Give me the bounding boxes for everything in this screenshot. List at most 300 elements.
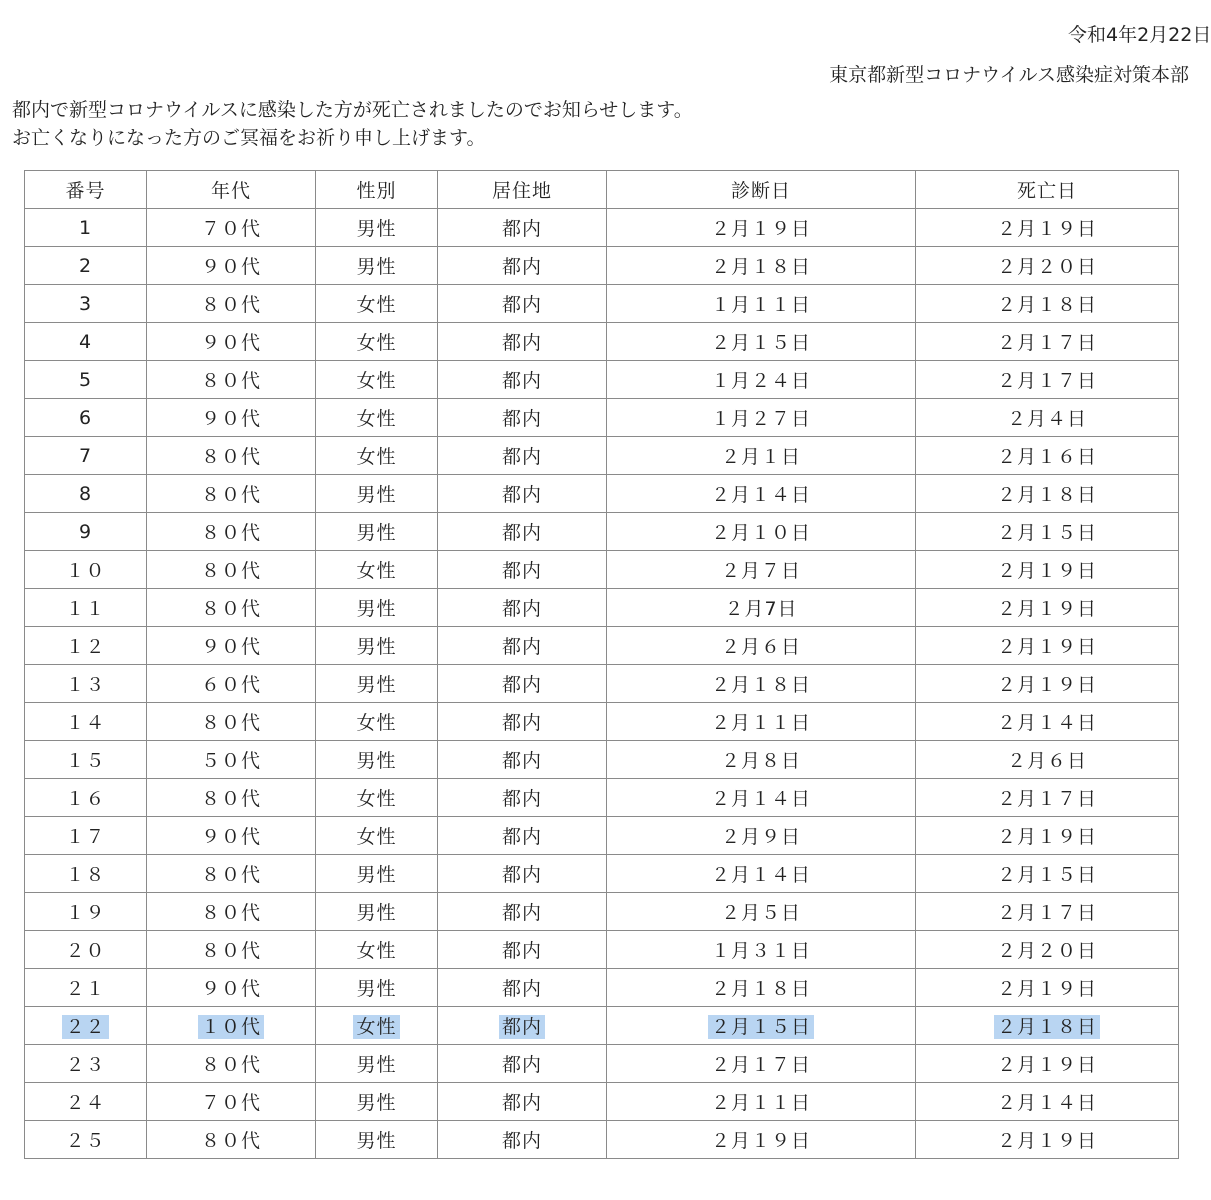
cell-death-date <box>916 893 1179 931</box>
cell-residence <box>438 589 607 627</box>
cell-death-date-text: ２月１７日 <box>996 332 1097 354</box>
cell-diagnosis-date-text: ２月８日 <box>720 750 801 772</box>
cell-age <box>147 893 316 931</box>
cell-death-date-text: ２月１５日 <box>996 522 1097 544</box>
column-header-age: 年代 <box>147 171 316 209</box>
cell-residence <box>438 1045 607 1083</box>
cell-residence <box>438 285 607 323</box>
cell-diagnosis-date <box>607 1121 916 1159</box>
cell-diagnosis-date <box>607 209 916 247</box>
cell-death-date <box>916 855 1179 893</box>
table-row <box>25 817 1179 855</box>
cell-sex-text: 女性 <box>356 712 397 734</box>
cell-death-date-text: ２月６日 <box>1006 750 1087 772</box>
document-date: 令和4年2月22日 <box>1068 24 1211 46</box>
cell-age <box>147 627 316 665</box>
cell-age <box>147 209 316 247</box>
cell-death-date <box>916 247 1179 285</box>
cell-diagnosis-date <box>607 513 916 551</box>
cell-sex <box>316 513 438 551</box>
cell-death-date-text: ２月１８日 <box>994 1015 1100 1039</box>
cell-number-text: ２０ <box>65 940 106 962</box>
cell-age-text: ６０代 <box>200 674 261 696</box>
table-row <box>25 323 1179 361</box>
cell-sex-text: 女性 <box>356 940 397 962</box>
table-row <box>25 247 1179 285</box>
cell-number-text: 4 <box>78 330 93 353</box>
cell-death-date-text: ２月１９日 <box>996 218 1097 240</box>
cell-age <box>147 855 316 893</box>
cell-residence-text: 都内 <box>501 1092 542 1114</box>
cell-death-date <box>916 627 1179 665</box>
cell-diagnosis-date-text: １月２７日 <box>710 408 811 430</box>
cell-number-text: ２４ <box>65 1092 106 1114</box>
cell-number <box>25 665 147 703</box>
cell-death-date <box>916 1083 1179 1121</box>
cell-sex <box>316 399 438 437</box>
cell-age-text: ８０代 <box>200 484 261 506</box>
cell-age <box>147 285 316 323</box>
cell-diagnosis-date-text: ２月１１日 <box>710 712 811 734</box>
cell-number-text: 5 <box>78 368 93 391</box>
cell-diagnosis-date-text: ２月１４日 <box>710 788 811 810</box>
cell-death-date <box>916 1045 1179 1083</box>
cell-age-text: ７０代 <box>200 1092 261 1114</box>
cell-diagnosis-date-text: ２月６日 <box>720 636 801 658</box>
cell-diagnosis-date-text: ２月１０日 <box>710 522 811 544</box>
table-row <box>25 855 1179 893</box>
cell-sex-text: 女性 <box>356 294 397 316</box>
cell-residence <box>438 665 607 703</box>
cell-sex <box>316 1045 438 1083</box>
cell-death-date <box>916 475 1179 513</box>
cell-residence-text: 都内 <box>501 332 542 354</box>
cell-death-date <box>916 551 1179 589</box>
cell-number-text: 6 <box>78 406 93 429</box>
cell-sex-text: 女性 <box>356 826 397 848</box>
column-header-number: 番号 <box>25 171 147 209</box>
cell-number <box>25 323 147 361</box>
cell-residence-text: 都内 <box>501 408 542 430</box>
cell-age-text: ８０代 <box>200 446 261 468</box>
cell-death-date <box>916 703 1179 741</box>
cell-residence <box>438 893 607 931</box>
cell-age-text: ５０代 <box>200 750 261 772</box>
cell-sex <box>316 1007 438 1045</box>
cell-diagnosis-date <box>607 285 916 323</box>
cell-age <box>147 361 316 399</box>
cell-diagnosis-date-text: １月２４日 <box>710 370 811 392</box>
cell-sex-text: 男性 <box>356 674 397 696</box>
cell-diagnosis-date <box>607 969 916 1007</box>
cell-residence-text: 都内 <box>501 636 542 658</box>
cell-age <box>147 589 316 627</box>
cell-diagnosis-date-text: ２月９日 <box>720 826 801 848</box>
cell-diagnosis-date-text: ２月５日 <box>720 902 801 924</box>
cell-residence <box>438 1121 607 1159</box>
cell-age <box>147 551 316 589</box>
table-row <box>25 665 1179 703</box>
table-row <box>25 361 1179 399</box>
cell-death-date-text: ２月１７日 <box>996 788 1097 810</box>
cell-age <box>147 1007 316 1045</box>
cell-number <box>25 475 147 513</box>
cell-residence-text: 都内 <box>501 674 542 696</box>
cell-diagnosis-date <box>607 627 916 665</box>
cell-age-text: ８０代 <box>200 598 261 620</box>
cell-age-text: ８０代 <box>200 1054 261 1076</box>
cell-residence <box>438 399 607 437</box>
cell-number <box>25 1045 147 1083</box>
cell-age-text: ９０代 <box>200 978 261 1000</box>
cell-death-date-text: ２月１９日 <box>996 636 1097 658</box>
cell-age-text: ９０代 <box>200 332 261 354</box>
cell-diagnosis-date-text: ２月７日 <box>720 560 801 582</box>
cell-sex-text: 男性 <box>356 598 397 620</box>
table-row <box>25 551 1179 589</box>
notice-line-2: お亡くなりになった方のご冥福をお祈り申し上げます。 <box>12 127 486 149</box>
notice-line-1: 都内で新型コロナウイルスに感染した方が死亡されましたのでお知らせします。 <box>12 99 693 121</box>
cell-residence-text: 都内 <box>499 1015 545 1039</box>
cell-diagnosis-date <box>607 437 916 475</box>
cell-residence-text: 都内 <box>501 750 542 772</box>
cell-residence <box>438 931 607 969</box>
cell-number-text: １９ <box>65 902 106 924</box>
cell-age <box>147 703 316 741</box>
cell-diagnosis-date <box>607 551 916 589</box>
table-row <box>25 1007 1179 1045</box>
cell-diagnosis-date <box>607 1083 916 1121</box>
cell-age-text: ８０代 <box>200 788 261 810</box>
cell-residence <box>438 247 607 285</box>
cell-residence-text: 都内 <box>501 256 542 278</box>
notice-text <box>12 96 693 152</box>
cell-residence <box>438 855 607 893</box>
cell-age-text: ７０代 <box>200 218 261 240</box>
cell-age <box>147 969 316 1007</box>
cell-death-date-text: ２月１８日 <box>996 484 1097 506</box>
cell-sex <box>316 741 438 779</box>
cell-diagnosis-date <box>607 665 916 703</box>
cell-death-date <box>916 399 1179 437</box>
cell-sex <box>316 893 438 931</box>
cell-death-date <box>916 1121 1179 1159</box>
cell-death-date <box>916 513 1179 551</box>
cell-death-date <box>916 741 1179 779</box>
cell-age-text: ８０代 <box>200 522 261 544</box>
cell-number <box>25 817 147 855</box>
cell-death-date <box>916 779 1179 817</box>
cell-residence-text: 都内 <box>501 826 542 848</box>
cell-death-date <box>916 589 1179 627</box>
cell-death-date-text: ２月１９日 <box>996 826 1097 848</box>
cell-age <box>147 1045 316 1083</box>
cell-diagnosis-date <box>607 247 916 285</box>
cell-number <box>25 285 147 323</box>
cell-death-date-text: ２月１９日 <box>996 674 1097 696</box>
cell-sex-text: 男性 <box>356 256 397 278</box>
table-row <box>25 1121 1179 1159</box>
cell-death-date <box>916 665 1179 703</box>
cell-sex <box>316 589 438 627</box>
cell-residence <box>438 475 607 513</box>
cell-residence <box>438 513 607 551</box>
cell-number-text: １２ <box>65 636 106 658</box>
cell-diagnosis-date-text: ２月１９日 <box>710 1130 811 1152</box>
cell-residence <box>438 1083 607 1121</box>
cell-number-text: 7 <box>78 444 93 467</box>
table-row <box>25 209 1179 247</box>
cell-diagnosis-date <box>607 931 916 969</box>
cell-residence <box>438 361 607 399</box>
cell-number <box>25 1121 147 1159</box>
cell-diagnosis-date-text: ２月１７日 <box>710 1054 811 1076</box>
cell-death-date-text: ２月１９日 <box>996 598 1097 620</box>
cell-number <box>25 893 147 931</box>
table-row <box>25 437 1179 475</box>
cell-residence-text: 都内 <box>501 712 542 734</box>
table-row <box>25 399 1179 437</box>
table-row <box>25 893 1179 931</box>
cell-age <box>147 817 316 855</box>
cell-age-text: ８０代 <box>200 902 261 924</box>
table-row <box>25 931 1179 969</box>
cell-number-text: ２３ <box>65 1054 106 1076</box>
cell-number-text: 2 <box>78 254 93 277</box>
cell-death-date <box>916 931 1179 969</box>
cell-residence-text: 都内 <box>501 370 542 392</box>
cell-residence <box>438 741 607 779</box>
cell-diagnosis-date <box>607 703 916 741</box>
cell-sex-text: 女性 <box>353 1015 399 1039</box>
table-row <box>25 1083 1179 1121</box>
cell-death-date <box>916 285 1179 323</box>
cell-number <box>25 247 147 285</box>
cell-death-date-text: ２月１９日 <box>996 560 1097 582</box>
cell-number <box>25 931 147 969</box>
cell-age-text: １０代 <box>198 1015 264 1039</box>
cell-number-text: １３ <box>65 674 106 696</box>
cell-residence <box>438 209 607 247</box>
cell-age <box>147 741 316 779</box>
cell-residence <box>438 817 607 855</box>
cell-residence-text: 都内 <box>501 598 542 620</box>
cell-residence-text: 都内 <box>501 902 542 924</box>
cell-sex <box>316 931 438 969</box>
cell-age-text: ８０代 <box>200 370 261 392</box>
column-header-sex: 性別 <box>316 171 438 209</box>
cell-age <box>147 399 316 437</box>
table-row <box>25 1045 1179 1083</box>
cell-diagnosis-date-text: １月１１日 <box>710 294 811 316</box>
cell-diagnosis-date-text: ２月１５日 <box>710 332 811 354</box>
cell-residence-text: 都内 <box>501 522 542 544</box>
cell-number <box>25 779 147 817</box>
cell-sex-text: 男性 <box>356 1092 397 1114</box>
cell-sex <box>316 1121 438 1159</box>
cell-number <box>25 399 147 437</box>
cell-diagnosis-date <box>607 1007 916 1045</box>
cell-sex-text: 男性 <box>356 750 397 772</box>
cell-diagnosis-date-text: ２月１８日 <box>710 978 811 1000</box>
cell-sex <box>316 969 438 1007</box>
cell-age <box>147 475 316 513</box>
cell-age <box>147 1083 316 1121</box>
cell-residence-text: 都内 <box>501 978 542 1000</box>
cell-number <box>25 589 147 627</box>
cell-sex-text: 男性 <box>356 902 397 924</box>
cell-residence-text: 都内 <box>501 218 542 240</box>
cell-residence-text: 都内 <box>501 560 542 582</box>
cell-diagnosis-date <box>607 741 916 779</box>
cell-sex-text: 女性 <box>356 408 397 430</box>
cell-age-text: ９０代 <box>200 256 261 278</box>
cell-number <box>25 969 147 1007</box>
cell-sex <box>316 247 438 285</box>
cell-diagnosis-date-text: １月３１日 <box>710 940 811 962</box>
cell-age <box>147 513 316 551</box>
cell-sex <box>316 209 438 247</box>
cell-sex-text: 男性 <box>356 864 397 886</box>
cell-sex-text: 男性 <box>356 1130 397 1152</box>
cell-sex <box>316 551 438 589</box>
cell-age-text: ８０代 <box>200 940 261 962</box>
cell-death-date-text: ２月２０日 <box>996 256 1097 278</box>
cell-diagnosis-date <box>607 399 916 437</box>
cell-sex <box>316 855 438 893</box>
table-row <box>25 627 1179 665</box>
cell-number-text: １４ <box>65 712 106 734</box>
cell-residence <box>438 323 607 361</box>
table-row <box>25 513 1179 551</box>
cell-sex-text: 男性 <box>356 218 397 240</box>
cell-sex <box>316 323 438 361</box>
cell-sex-text: 男性 <box>356 1054 397 1076</box>
cell-death-date <box>916 437 1179 475</box>
column-header-death-date: 死亡日 <box>916 171 1179 209</box>
cell-diagnosis-date-text: ２月１４日 <box>710 484 811 506</box>
cell-diagnosis-date <box>607 475 916 513</box>
cell-number <box>25 209 147 247</box>
cell-number-text: １７ <box>65 826 106 848</box>
column-header-diagnosis-date: 診断日 <box>607 171 916 209</box>
cell-residence-text: 都内 <box>501 294 542 316</box>
cell-death-date-text: ２月１６日 <box>996 446 1097 468</box>
cell-number-text: ２５ <box>65 1130 106 1152</box>
cell-diagnosis-date <box>607 361 916 399</box>
cell-death-date-text: ２月１５日 <box>996 864 1097 886</box>
cell-diagnosis-date-text: ２月7日 <box>724 598 798 620</box>
cell-number-text: 9 <box>78 520 93 543</box>
cell-death-date-text: ２月１８日 <box>996 294 1097 316</box>
table-row <box>25 703 1179 741</box>
cell-residence <box>438 703 607 741</box>
cell-sex-text: 男性 <box>356 484 397 506</box>
cell-number <box>25 437 147 475</box>
cell-age-text: ８０代 <box>200 1130 261 1152</box>
cell-diagnosis-date-text: ２月１９日 <box>710 218 811 240</box>
cell-residence-text: 都内 <box>501 788 542 810</box>
cell-age-text: ８０代 <box>200 864 261 886</box>
cell-number <box>25 1007 147 1045</box>
cell-age-text: ８０代 <box>200 712 261 734</box>
cell-sex <box>316 1083 438 1121</box>
cell-age <box>147 323 316 361</box>
cell-sex <box>316 665 438 703</box>
cell-residence <box>438 969 607 1007</box>
cell-diagnosis-date <box>607 323 916 361</box>
cell-number-text: 8 <box>78 482 93 505</box>
cell-age <box>147 779 316 817</box>
cell-number <box>25 627 147 665</box>
cell-sex <box>316 475 438 513</box>
cell-residence-text: 都内 <box>501 1054 542 1076</box>
table-row <box>25 475 1179 513</box>
cell-death-date-text: ２月２０日 <box>996 940 1097 962</box>
cell-residence <box>438 779 607 817</box>
cell-age <box>147 247 316 285</box>
cell-diagnosis-date-text: ２月１８日 <box>710 256 811 278</box>
cell-death-date <box>916 209 1179 247</box>
cell-death-date <box>916 361 1179 399</box>
cell-sex-text: 女性 <box>356 446 397 468</box>
cell-sex <box>316 627 438 665</box>
table-body <box>25 209 1179 1159</box>
cell-death-date-text: ２月１４日 <box>996 712 1097 734</box>
cell-death-date <box>916 817 1179 855</box>
cell-age-text: ９０代 <box>200 826 261 848</box>
cell-residence-text: 都内 <box>501 446 542 468</box>
cell-sex <box>316 361 438 399</box>
cell-death-date-text: ２月１９日 <box>996 978 1097 1000</box>
cell-death-date-text: ２月１９日 <box>996 1054 1097 1076</box>
cell-number <box>25 361 147 399</box>
cell-death-date-text: ２月１４日 <box>996 1092 1097 1114</box>
cell-number-text: １１ <box>65 598 106 620</box>
cell-death-date <box>916 1007 1179 1045</box>
cell-age <box>147 1121 316 1159</box>
table-row <box>25 969 1179 1007</box>
cell-death-date <box>916 969 1179 1007</box>
table-row <box>25 741 1179 779</box>
cell-number <box>25 551 147 589</box>
cell-sex-text: 男性 <box>356 978 397 1000</box>
deaths-table <box>24 170 1179 1159</box>
cell-number-text: １８ <box>65 864 106 886</box>
cell-death-date-text: ２月１９日 <box>996 1130 1097 1152</box>
cell-number-text: ２１ <box>65 978 106 1000</box>
table-header-row <box>25 171 1179 209</box>
cell-diagnosis-date <box>607 1045 916 1083</box>
cell-residence-text: 都内 <box>501 1130 542 1152</box>
cell-sex-text: 女性 <box>356 370 397 392</box>
cell-age-text: ９０代 <box>200 636 261 658</box>
cell-sex-text: 女性 <box>356 788 397 810</box>
issuing-organization: 東京都新型コロナウイルス感染症対策本部 <box>829 64 1189 86</box>
cell-sex-text: 女性 <box>356 332 397 354</box>
cell-diagnosis-date-text: ２月１８日 <box>710 674 811 696</box>
cell-number-text: １０ <box>65 560 106 582</box>
cell-residence-text: 都内 <box>501 484 542 506</box>
cell-number <box>25 703 147 741</box>
cell-death-date-text: ２月４日 <box>1006 408 1087 430</box>
cell-age <box>147 931 316 969</box>
cell-residence <box>438 551 607 589</box>
cell-sex <box>316 817 438 855</box>
cell-number-text: 3 <box>78 292 93 315</box>
cell-residence <box>438 1007 607 1045</box>
cell-diagnosis-date-text: ２月１４日 <box>710 864 811 886</box>
